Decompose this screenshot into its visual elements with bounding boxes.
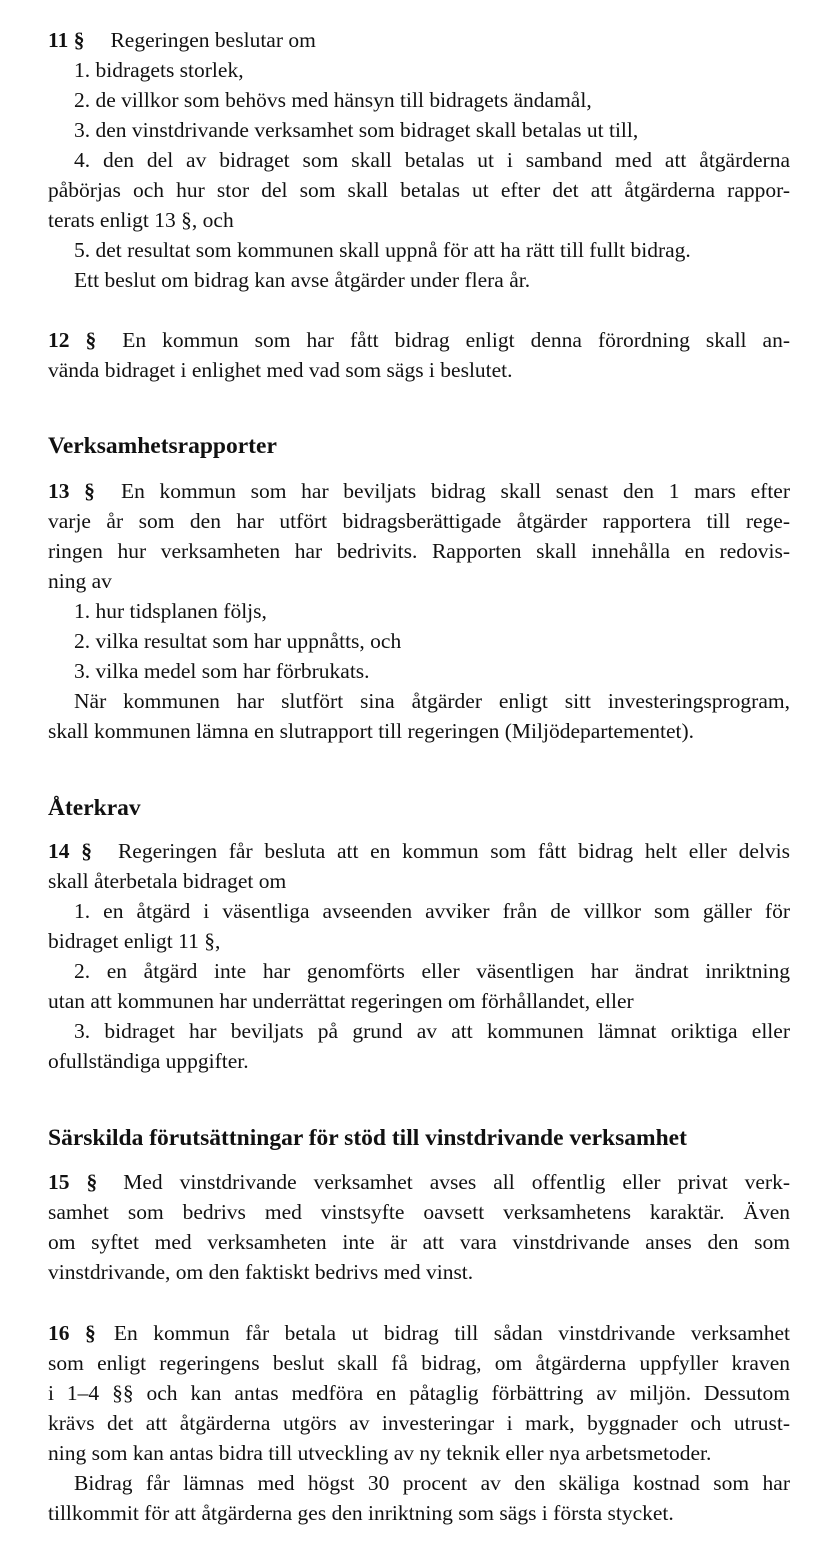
section-number: 14 § <box>48 839 92 863</box>
paragraph-line: som enligt regeringens beslut skall få bidrag, om åtgärderna uppfyller kraven <box>48 1351 790 1375</box>
section-number: 11 § <box>48 28 85 52</box>
section-heading: Särskilda förutsättningar för stöd till vinstdrivande verksamhet <box>48 1125 687 1151</box>
list-item: 3. den vinstdrivande verksamhet som bidraget skall betalas ut till, <box>74 118 639 142</box>
paragraph-text: En kommun som har fått bidrag enligt denna förordning skall an- <box>122 328 791 352</box>
section-heading: Återkrav <box>48 795 141 821</box>
paragraph-line: krävs det att åtgärderna utgörs av investeringar i mark, byggnader och utrust- <box>48 1411 790 1435</box>
section-12 <box>48 325 790 355</box>
list-item: 1. bidragets storlek, <box>74 58 244 82</box>
paragraph-line: ning som kan antas bidra till utveckling av ny teknik eller nya arbetsmetoder. <box>48 1441 712 1465</box>
section-11-intro <box>48 25 790 55</box>
paragraph-line: Ett beslut om bidrag kan avse åtgärder under flera år. <box>74 268 531 292</box>
paragraph-text: Regeringen får besluta att en kommun som fått bidrag helt eller delvis <box>117 839 791 863</box>
list-item: 4. den del av bidraget som skall betalas ut i samband med att åtgärderna <box>74 148 790 172</box>
paragraph-text: En kommun får betala ut bidrag till sådan vinstdrivande verksamhet <box>113 1321 790 1345</box>
paragraph-line: tillkommit för att åtgärderna ges den inriktning som sägs i första stycket. <box>48 1501 674 1525</box>
list-item: 5. det resultat som kommunen skall uppnå för att ha rätt till fullt bidrag. <box>74 238 691 262</box>
list-item: 3. vilka medel som har förbrukats. <box>74 659 370 683</box>
list-item: 2. vilka resultat som har uppnåtts, och <box>74 629 402 653</box>
paragraph-line: Bidrag får lämnas med högst 30 procent av den skäliga kostnad som har <box>74 1471 790 1495</box>
paragraph-line: skall kommunen lämna en slutrapport till regeringen (Miljödepartementet). <box>48 719 695 743</box>
paragraph-line: terats enligt 13 §, och <box>48 208 234 232</box>
paragraph-line: vinstdrivande, om den faktiskt bedrivs med vinst. <box>48 1260 474 1284</box>
paragraph-line: bidraget enligt 11 §, <box>48 929 221 953</box>
paragraph-line: vända bidraget i enlighet med vad som sägs i beslutet. <box>48 358 513 382</box>
paragraph-line: ning av <box>48 569 112 593</box>
list-item: 2. de villkor som behövs med hänsyn till bidragets ändamål, <box>74 88 592 112</box>
list-item: 2. en åtgärd inte har genomförts eller väsentligen har ändrat inriktning <box>74 959 790 983</box>
paragraph-line: varje år som den har utfört bidragsberättigade åtgärder rapportera till rege- <box>48 509 790 533</box>
section-number: 13 § <box>48 479 95 503</box>
paragraph-line: utan att kommunen har underrättat regeringen om förhållandet, eller <box>48 989 634 1013</box>
section-heading: Verksamhetsrapporter <box>48 433 277 459</box>
list-item: 1. en åtgärd i väsentliga avseenden avviker från de villkor som gäller för <box>74 899 790 923</box>
section-number: 12 § <box>48 328 97 352</box>
section-13 <box>48 476 790 506</box>
paragraph-line: påbörjas och hur stor del som skall betalas ut efter det att åtgärderna rappor- <box>48 178 790 202</box>
paragraph-text: Regeringen beslutar om <box>110 28 316 52</box>
paragraph-line: ringen hur verksamheten har bedrivits. Rapporten skall innehålla en redovis- <box>48 539 790 563</box>
list-item: 1. hur tidsplanen följs, <box>74 599 267 623</box>
section-15 <box>48 1167 790 1197</box>
paragraph-line: skall återbetala bidraget om <box>48 869 287 893</box>
paragraph-text: En kommun som har beviljats bidrag skall senast den 1 mars efter <box>120 479 790 503</box>
list-item: 3. bidraget har beviljats på grund av att kommunen lämnat oriktiga eller <box>74 1019 790 1043</box>
section-14 <box>48 836 790 866</box>
section-number: 15 § <box>48 1170 98 1194</box>
paragraph-line: samhet som bedrivs med vinstsyfte oavsett verksamhetens karaktär. Även <box>48 1200 790 1224</box>
section-16 <box>48 1318 790 1348</box>
paragraph-line: ofullständiga uppgifter. <box>48 1049 249 1073</box>
paragraph-line: När kommunen har slutfört sina åtgärder enligt sitt investeringsprogram, <box>74 689 790 713</box>
paragraph-line: i 1–4 §§ och kan antas medföra en påtaglig förbättring av miljön. Dessutom <box>48 1381 790 1405</box>
section-number: 16 § <box>48 1321 96 1345</box>
paragraph-text: Med vinstdrivande verksamhet avses all offentlig eller privat verk- <box>123 1170 791 1194</box>
paragraph-line: om syftet med verksamheten inte är att vara vinstdrivande anses den som <box>48 1230 790 1254</box>
